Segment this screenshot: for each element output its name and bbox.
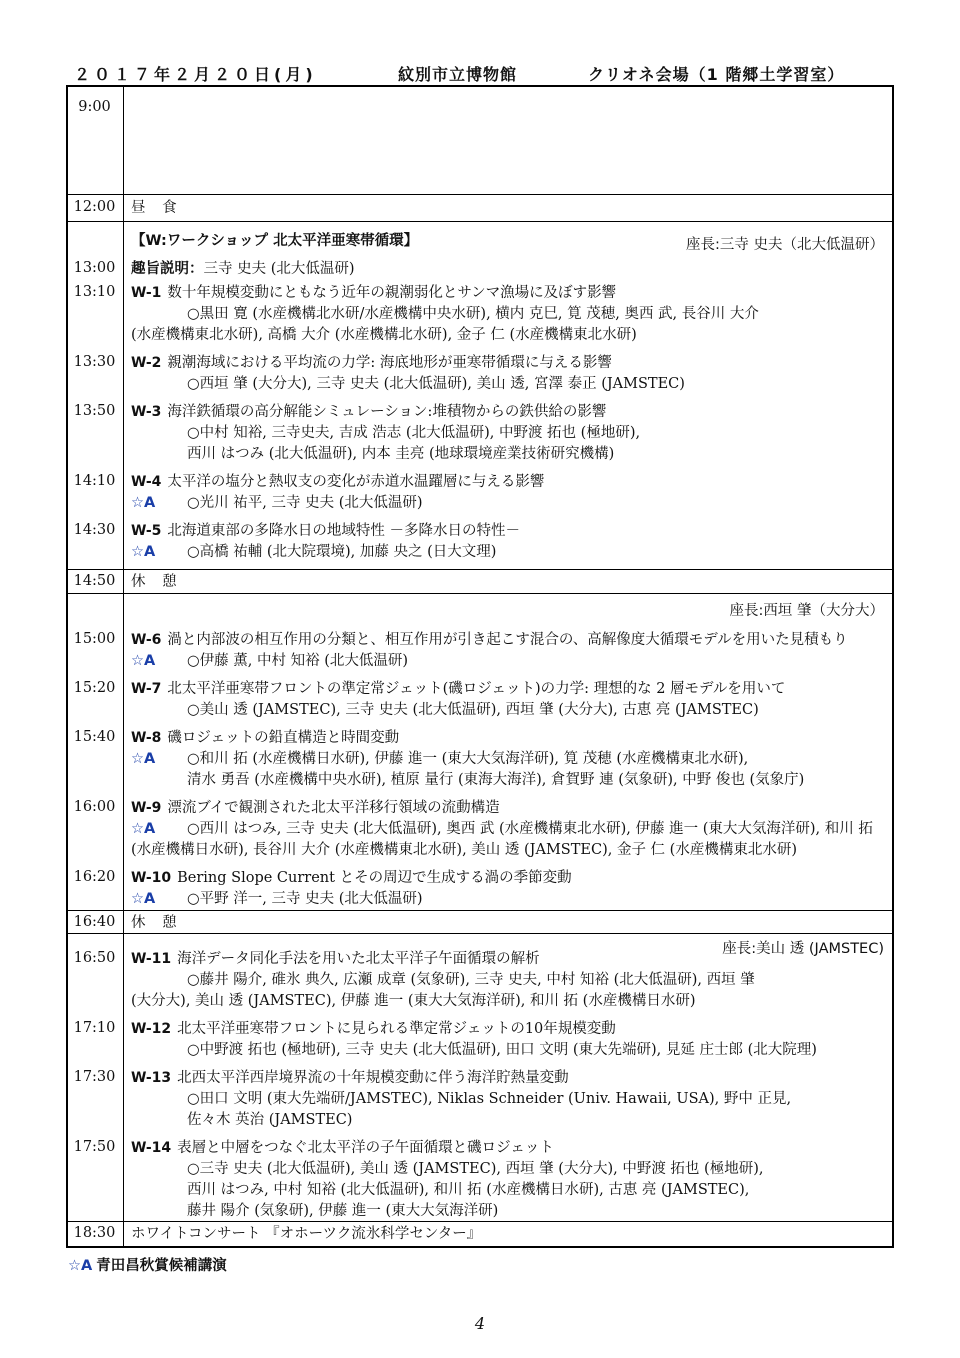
row-divider bbox=[68, 1221, 892, 1222]
time-cell: 17:50 bbox=[73, 1139, 116, 1155]
talk-title: 表層と中層をつなぐ北太平洋の子午面循環と磯ロジェット bbox=[177, 1140, 554, 1156]
talk-authors: (大分大), 美山 透 (JAMSTEC), 伊藤 進一 (東大大気海洋研), 和川 拓 (水産機構日水研) bbox=[131, 993, 696, 1009]
talk-title: 親潮海域における平均流の力学: 海底地形が亜寒帯循環に与える影響 bbox=[167, 355, 612, 371]
time-cell: 16:40 bbox=[73, 914, 116, 930]
talk-title: 磯ロジェットの鉛直構造と時間変動 bbox=[167, 730, 400, 746]
chair-label-3: 座長:美山 透 (JAMSTEC) bbox=[722, 941, 884, 957]
talk-entry bbox=[131, 728, 886, 791]
time-cell: 13:50 bbox=[73, 403, 116, 419]
talk-title: 北太平洋亜寒帯フロントの準定常ジェット(磯ロジェット)の力学: 理想的な 2 層モデルを用いて bbox=[167, 681, 786, 697]
time-cell: 17:30 bbox=[73, 1069, 116, 1085]
talk-title: 北海道東部の多降水日の地域特性 －多降水日の特性－ bbox=[167, 523, 520, 539]
time-cell: 16:50 bbox=[73, 950, 116, 966]
workshop-title: 【W:ワークショップ 北太平洋亜寒帯循環】 bbox=[131, 233, 419, 249]
talk-code: W-7 bbox=[131, 681, 162, 697]
footnote bbox=[68, 1254, 227, 1275]
talk-code: W-2 bbox=[131, 355, 162, 371]
time-cell: 15:20 bbox=[73, 680, 116, 696]
time-cell: 14:30 bbox=[73, 522, 116, 538]
talk-title: Bering Slope Current とその周辺で生成する渦の季節変動 bbox=[177, 870, 572, 886]
talk-authors: ○平野 洋一, 三寺 史夫 (北大低温研) bbox=[187, 891, 423, 907]
talk-title: 海洋データ同化手法を用いた北太平洋子午面循環の解析 bbox=[177, 951, 540, 967]
talk-title: 渦と内部波の相互作用の分類と、相互作用が引き起こす混合の、高解像度大循環モデルを用いた見積もり bbox=[167, 632, 848, 648]
talk-code: W-3 bbox=[131, 404, 162, 420]
talk-title: 海洋鉄循環の高分解能シミュレーション:堆積物からの鉄供給の影響 bbox=[167, 404, 607, 420]
talk-entry bbox=[131, 521, 886, 563]
talk-authors: 西川 はつみ (北大低温研), 内本 圭亮 (地球環境産業技術研究機構) bbox=[187, 446, 615, 462]
time-cell: 15:00 bbox=[73, 631, 116, 647]
talk-authors: ○西垣 肇 (大分大), 三寺 史夫 (北大低温研), 美山 透, 宮澤 泰正 (JAMSTEC) bbox=[187, 376, 685, 392]
concert-label: ホワイトコンサート 『オホーツク流氷科学センター』 bbox=[131, 1226, 482, 1242]
concert-cell bbox=[131, 1224, 886, 1245]
break-label: 休 憩 bbox=[131, 915, 183, 931]
time-cell: 16:20 bbox=[73, 869, 116, 885]
talk-code: W-14 bbox=[131, 1140, 172, 1156]
talk-authors: ○西川 はつみ, 三寺 史夫 (北大低温研), 奥西 武 (水産機構東北水研), 伊藤 進一 (東大大気海洋研), 和川 拓 bbox=[187, 821, 873, 837]
talk-title: 数十年規模変動にともなう近年の親潮弱化とサンマ漁場に及ぼす影響 bbox=[167, 285, 617, 301]
talk-entry bbox=[131, 353, 886, 395]
time-cell: 9:00 bbox=[78, 99, 111, 115]
talk-code: W-10 bbox=[131, 870, 172, 886]
talk-authors: ○美山 透 (JAMSTEC), 三寺 史夫 (北大低温研), 西垣 肇 (大分大), 古恵 亮 (JAMSTEC) bbox=[187, 702, 759, 718]
talk-code: W-9 bbox=[131, 800, 162, 816]
talk-authors: ○三寺 史夫 (北大低温研), 美山 透 (JAMSTEC), 西垣 肇 (大分大), 中野渡 拓也 (極地研), bbox=[187, 1161, 764, 1177]
page-header bbox=[68, 60, 894, 84]
time-cell: 14:10 bbox=[73, 473, 116, 489]
talk-entry bbox=[131, 868, 886, 910]
talk-code: W-6 bbox=[131, 632, 162, 648]
talk-title: 北太平洋亜寒帯フロントに見られる準定常ジェットの10年規模変動 bbox=[177, 1021, 616, 1037]
talk-entry bbox=[131, 679, 886, 721]
talk-authors: ○和川 拓 (水産機構日水研), 伊藤 進一 (東大大気海洋研), 筧 茂穂 (水産機構東北水研), bbox=[187, 751, 749, 767]
talk-authors: ○光川 祐平, 三寺 史夫 (北大低温研) bbox=[187, 495, 423, 511]
row-divider bbox=[68, 593, 892, 594]
session-date: ２０１７年２月２０日(月) bbox=[74, 65, 317, 84]
intro-text: 三寺 史夫 (北大低温研) bbox=[203, 261, 355, 277]
award-star-marker: ☆A bbox=[131, 495, 156, 511]
talk-entry bbox=[131, 1138, 886, 1222]
column-divider bbox=[123, 87, 124, 1246]
talk-authors: ○黒田 寛 (水産機構北水研/水産機構中央水研), 横内 克巳, 筧 茂穂, 奥西 武, 長谷川 大介 bbox=[187, 306, 759, 322]
talk-authors: ○中村 知裕, 三寺史夫, 吉成 浩志 (北大低温研), 中野渡 拓也 (極地研), bbox=[187, 425, 641, 441]
talk-entry bbox=[131, 630, 886, 672]
row-divider bbox=[68, 569, 892, 570]
room-name: クリオネ会場（1 階郷土学習室） bbox=[588, 65, 845, 84]
award-star-marker: ☆A bbox=[131, 544, 156, 560]
talk-title: 北西太平洋西岸境界流の十年規模変動に伴う海洋貯熱量変動 bbox=[177, 1070, 569, 1086]
talk-authors: (水産機構東北水研), 高橋 大介 (水産機構北水研), 金子 仁 (水産機構東北水研) bbox=[131, 327, 637, 343]
talk-entry bbox=[131, 283, 886, 346]
talk-code: W-12 bbox=[131, 1021, 172, 1037]
break-cell-1 bbox=[131, 572, 886, 593]
talk-entry bbox=[131, 1068, 886, 1131]
talk-code: W-11 bbox=[131, 951, 172, 967]
talk-authors: 清水 勇吾 (水産機構中央水研), 植原 量行 (東海大海洋), 倉賀野 連 (気象研), 中野 俊也 (気象庁) bbox=[187, 772, 805, 788]
time-cell: 13:30 bbox=[73, 354, 116, 370]
talk-authors: 藤井 陽介 (気象研), 伊藤 進一 (東大大気海洋研) bbox=[187, 1203, 499, 1219]
intro-cell bbox=[131, 259, 886, 280]
talk-entry bbox=[131, 949, 886, 1012]
row-divider bbox=[68, 933, 892, 934]
time-cell: 13:10 bbox=[73, 284, 116, 300]
talk-authors: ○藤井 陽介, 碓氷 典久, 広瀬 成章 (気象研), 三寺 史夫, 中村 知裕 (北大低温研), 西垣 肇 bbox=[187, 972, 755, 988]
talk-code: W-5 bbox=[131, 523, 162, 539]
break-cell-2 bbox=[131, 913, 886, 934]
page-number: 4 bbox=[474, 1314, 486, 1333]
time-cell: 18:30 bbox=[73, 1225, 116, 1241]
award-star-marker: ☆A bbox=[131, 653, 156, 669]
chair-label-1: 座長:三寺 史夫（北大低温研） bbox=[686, 237, 884, 253]
talk-authors: ○中野渡 拓也 (極地研), 三寺 史夫 (北大低温研), 田口 文明 (東大先端研), 見延 庄士郎 (北大院理) bbox=[187, 1042, 817, 1058]
time-cell: 14:50 bbox=[73, 573, 116, 589]
time-cell: 16:00 bbox=[73, 799, 116, 815]
talk-authors: ○伊藤 薫, 中村 知裕 (北大低温研) bbox=[187, 653, 409, 669]
talk-entry bbox=[131, 798, 886, 861]
talk-title: 漂流ブイで観測された北太平洋移行領域の流動構造 bbox=[167, 800, 500, 816]
award-star-marker: ☆A bbox=[68, 1258, 93, 1274]
schedule-table bbox=[66, 85, 894, 1248]
talk-authors: 佐々木 英治 (JAMSTEC) bbox=[187, 1112, 353, 1128]
chair-label-2: 座長:西垣 肇（大分大） bbox=[729, 603, 884, 619]
intro-label: 趣旨説明： bbox=[131, 261, 204, 277]
break-label: 休 憩 bbox=[131, 574, 183, 590]
footnote-text: 青田昌秋賞候補講演 bbox=[96, 1258, 227, 1274]
talk-authors: (水産機構日水研), 長谷川 大介 (水産機構東北水研), 美山 透 (JAMSTEC), 金子 仁 (水産機構東北水研) bbox=[131, 842, 797, 858]
talk-code: W-13 bbox=[131, 1070, 172, 1086]
talk-title: 太平洋の塩分と熱収支の変化が赤道水温躍層に与える影響 bbox=[167, 474, 545, 490]
award-star-marker: ☆A bbox=[131, 751, 156, 767]
time-cell: 15:40 bbox=[73, 729, 116, 745]
talk-authors: 西川 はつみ, 中村 知裕 (北大低温研), 和川 拓 (水産機構日水研), 古恵 亮 (JAMSTEC), bbox=[187, 1182, 750, 1198]
talk-entry bbox=[131, 472, 886, 514]
award-star-marker: ☆A bbox=[131, 891, 156, 907]
time-cell: 12:00 bbox=[73, 199, 116, 215]
talk-authors: ○田口 文明 (東大先端研/JAMSTEC), Niklas Schneider (Univ. Hawaii, USA), 野中 正見, bbox=[187, 1091, 792, 1107]
talk-code: W-8 bbox=[131, 730, 162, 746]
talk-entry bbox=[131, 1019, 886, 1061]
time-cell: 13:00 bbox=[73, 260, 116, 276]
row-divider bbox=[68, 194, 892, 195]
row-divider bbox=[68, 910, 892, 911]
talk-entry bbox=[131, 402, 886, 465]
talk-code: W-1 bbox=[131, 285, 162, 301]
talk-authors: ○高橋 祐輔 (北大院環境), 加藤 央之 (日大文理) bbox=[187, 544, 497, 560]
lunch-cell bbox=[131, 198, 886, 219]
time-cell: 17:10 bbox=[73, 1020, 116, 1036]
lunch-label: 昼 食 bbox=[131, 200, 183, 216]
talk-code: W-4 bbox=[131, 474, 162, 490]
venue-name: 紋別市立博物館 bbox=[398, 65, 518, 84]
award-star-marker: ☆A bbox=[131, 821, 156, 837]
row-divider bbox=[68, 221, 892, 222]
